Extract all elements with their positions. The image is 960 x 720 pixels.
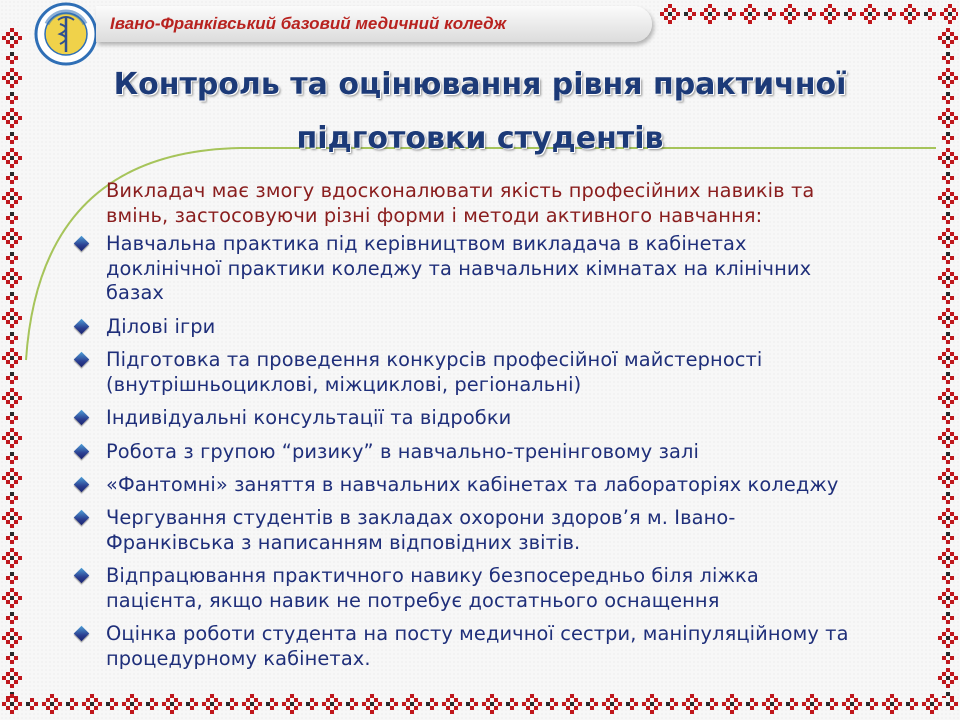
list-item-line: базах — [106, 281, 165, 305]
slide-title — [40, 58, 920, 166]
list-item-line: процедурному кабінетах. — [106, 646, 371, 670]
diamond-bullet-icon — [74, 410, 90, 426]
diamond-bullet-icon — [74, 236, 90, 252]
list-item-line: Навчальна практика під керівництвом викладача в кабінетах — [106, 232, 747, 256]
intro-line: Викладач має змогу вдосконалювати якість професійних навиків та — [106, 179, 815, 202]
list-item-line: Відпрацювання практичного навику безпосередньо біля ліжка — [106, 564, 759, 588]
diamond-bullet-icon — [74, 510, 90, 526]
header-banner — [96, 6, 652, 42]
list-item-line: пацієнта, якщо навик не потребує достатнього оснащення — [106, 588, 720, 612]
list-item — [70, 348, 910, 397]
title-line: Контроль та оцінювання рівня практичної — [113, 67, 847, 102]
list-item-line: Франківська з написанням відповідних звітів. — [106, 530, 581, 554]
college-name: Івано-Франківський базовий медичний коледж — [110, 14, 507, 33]
diamond-bullet-icon — [74, 626, 90, 642]
diamond-bullet-icon — [74, 477, 90, 493]
bullet-list — [70, 232, 910, 671]
diamond-bullet-icon — [74, 318, 90, 334]
list-item — [70, 232, 910, 306]
slide-content — [70, 179, 910, 680]
list-item — [70, 315, 910, 340]
list-item-line: Індивідуальні консультації та відробки — [106, 406, 512, 430]
list-item — [70, 564, 910, 613]
diamond-bullet-icon — [74, 352, 90, 368]
list-item-line: Ділові ігри — [106, 314, 216, 338]
intro-line: вмінь, застосовуючи різні форми і методи активного навчання: — [106, 203, 763, 227]
list-item-line: доклінічної практики коледжу та навчальних кімнатах на клінічних — [106, 256, 812, 280]
list-item — [70, 622, 910, 671]
list-item — [70, 406, 910, 431]
title-line: підготовки студентів — [296, 121, 664, 156]
caduceus-emblem-icon — [34, 2, 98, 66]
list-item — [70, 473, 910, 498]
list-item-line: «Фантомні» заняття в навчальних кабінетах та лабораторіях коледжу — [106, 472, 839, 496]
list-item-line: (внутрішньоциклові, міжциклові, регіональні) — [106, 372, 582, 396]
list-item — [70, 440, 910, 465]
list-item-line: Підготовка та проведення конкурсів професійної майстерності — [106, 348, 763, 372]
college-logo — [34, 2, 98, 66]
intro-paragraph — [70, 179, 910, 228]
list-item-line: Робота з групою “ризику” в навчально-тренінговому залі — [106, 439, 699, 463]
list-item — [70, 506, 910, 555]
diamond-bullet-icon — [74, 443, 90, 459]
list-item-line: Чергування студентів в закладах охорони здоров’я м. Івано- — [106, 506, 736, 530]
diamond-bullet-icon — [74, 568, 90, 584]
list-item-line: Оцінка роботи студента на посту медичної сестри, маніпуляційному та — [106, 622, 849, 646]
